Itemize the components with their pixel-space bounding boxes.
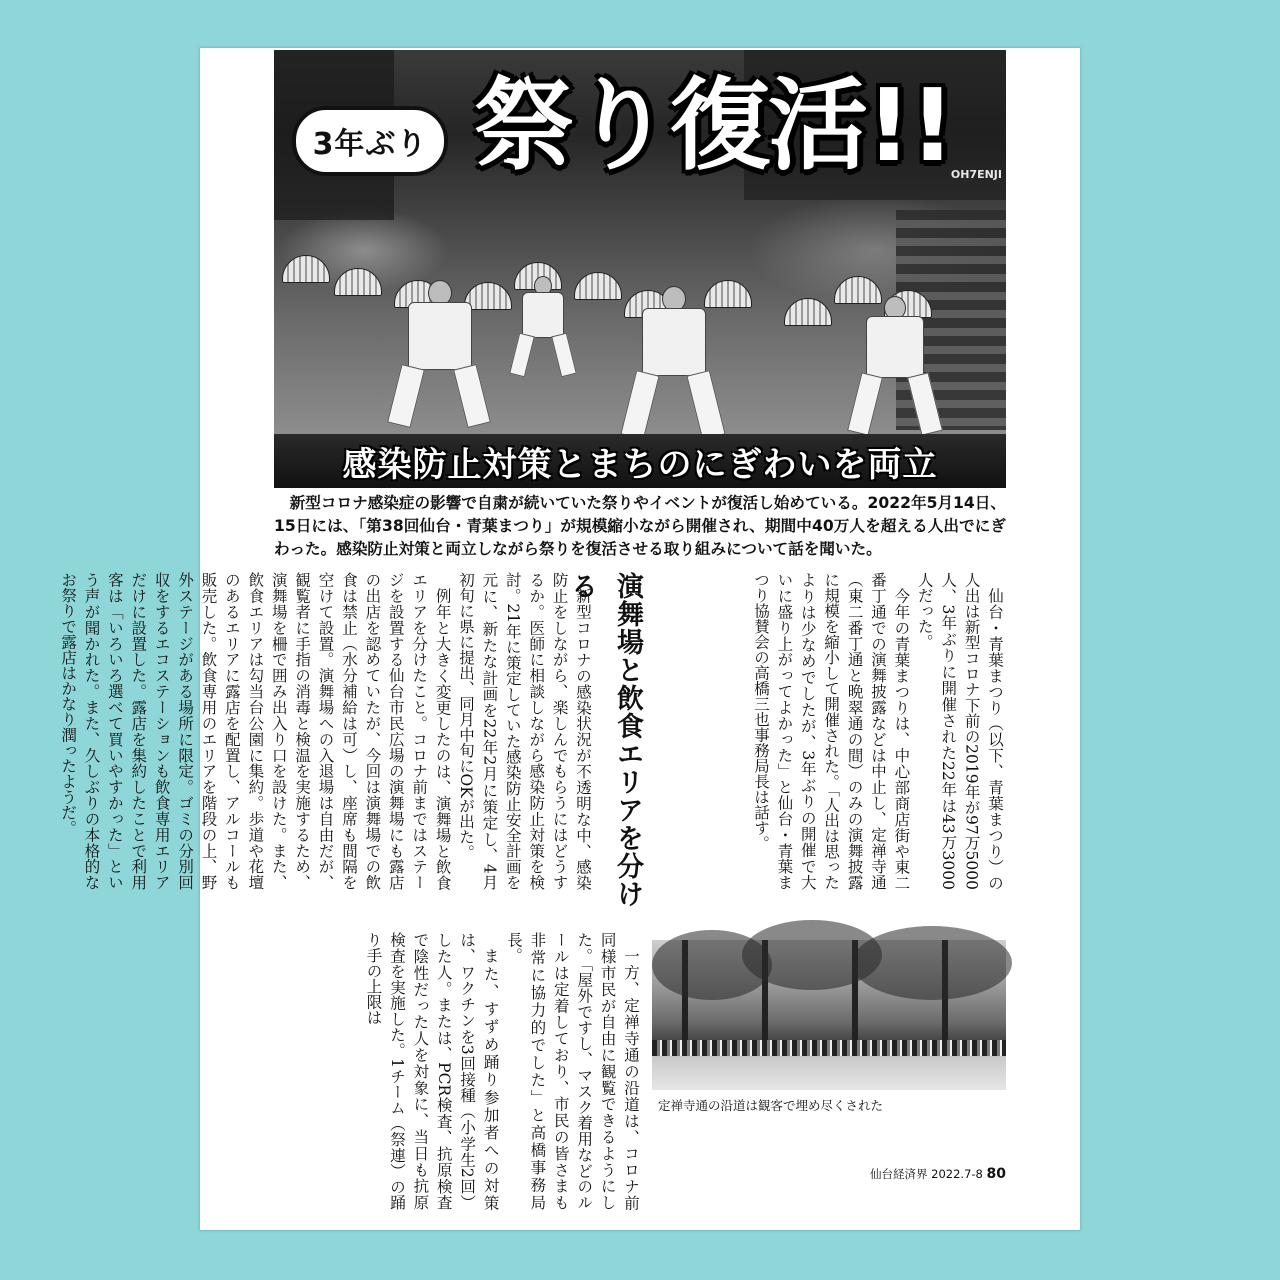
magazine-page (59, 48, 1080, 1230)
issue-date: 2022.7-8 (931, 1167, 983, 1181)
body-paragraph: 仙台・青葉まつり（以下、青葉まつり）の人出は新型コロナ下前の2019年が97万5000人、3年ぶりに開催された22年は43万3000人だった。 (915, 572, 1004, 890)
lead-paragraph: 新型コロナ感染症の影響で自粛が続いていた祭りやイベントが復活し始めている。2022年5月14日、15日には、「第38回仙台・青葉まつり」が規模縮小ながら開催され、期間中40万人を超える人出でにぎわった。感染防止対策と両立しながら祭りを復活させる取り組みについて話を聞いた。 (274, 494, 1006, 558)
body-paragraph: 例年と大きく変更したのは、演舞場と飲食エリアを分けたこと。コロナ前まではステージを設置する仙台市民広場の演舞場にも露店の出店を認めていたが、今回は演舞場での飲食は禁止（水分補給は可）し、座席も間隔を空けて設置。演舞場への入退場は自由だが、観覧者に手指の消毒と検温を実施するため、演舞場を柵で囲み出入り口を設けた。また、飲食エリアは勾当台公園に集約。歩道や花壇のあるエリアに露店を配置し、アルコールも販売した。飲食専用のエリアを階段の上、野外ステージがある場所に限定。ゴミの分別回収をするエコステーションも飲食専用エリアだけに設置した。露店を集約したことで利用客は「いろいろ選べて買いやすかった」という声が聞かれた。また、久しぶりの本格的なお祭りで露店はかなり潤ったようだ。 (59, 572, 452, 890)
shop-sign: OH7ENJI (950, 168, 1002, 181)
body-paragraph: 今年の青葉まつりは、中心部商店街や東二番丁通での演舞披露などは中止し、定禅寺通（東二番丁通と晩翠通の間）のみの演舞披露に規模を縮小して開催された。「人出は思ったよりは少なめでしたが、3年ぶりの開催で大いに盛り上がってよかった」と仙台・青葉まつり協賛会の高橋三也事務局長は話す。 (751, 572, 911, 890)
headline: 祭り復活!! (474, 67, 954, 184)
hero-photo (274, 50, 1006, 434)
section-heading: 演舞場と飲食エリアを分ける (566, 572, 643, 908)
badge-3-years: 3年ぶり (292, 106, 448, 176)
page-footer (870, 1166, 1006, 1182)
body-paragraph: 新型コロナの感染状況が不透明な中、感染防止をしながら、楽しんでもらうにはどうするか。医師に相談しながら感染防止対策を検討。21年に策定していた感染防止安全計画を元に、新たな計画を22年2月に策定し、4月初旬に県に提出、同月中旬にOKが出た。 (456, 572, 592, 890)
body-paragraph: 一方、定禅寺通の沿道は、コロナ前同様市民が自由に観覧できるようにした。「屋外ですし、マスク着用などのルールは定着しており、市民の皆さまも非常に協力的でした」と高橋事務局長。 (504, 932, 640, 1210)
body-paragraph: また、すずめ踊り参加者への対策は、ワクチンを3回接種（小学生2回）した人。または、PCR検査、抗原検査で陰性だった人を対象に、当日も抗原検査を実施した。1チーム（祭連）の踊り手の上限は (364, 932, 500, 1210)
spectators-photo (652, 940, 1006, 1090)
body-upper-right (660, 572, 1006, 890)
body-upper-left (59, 572, 594, 890)
subheadline-bar (274, 434, 1006, 488)
magazine-name: 仙台経済界 (869, 1167, 928, 1181)
photo-caption: 定禅寺通の沿道は観客で埋め尽くされた (658, 1098, 884, 1113)
body-lower-left (274, 932, 642, 1210)
subheadline: 感染防止対策とまちのにぎわいを両立 (342, 444, 938, 485)
page-number: 80 (986, 1166, 1006, 1182)
